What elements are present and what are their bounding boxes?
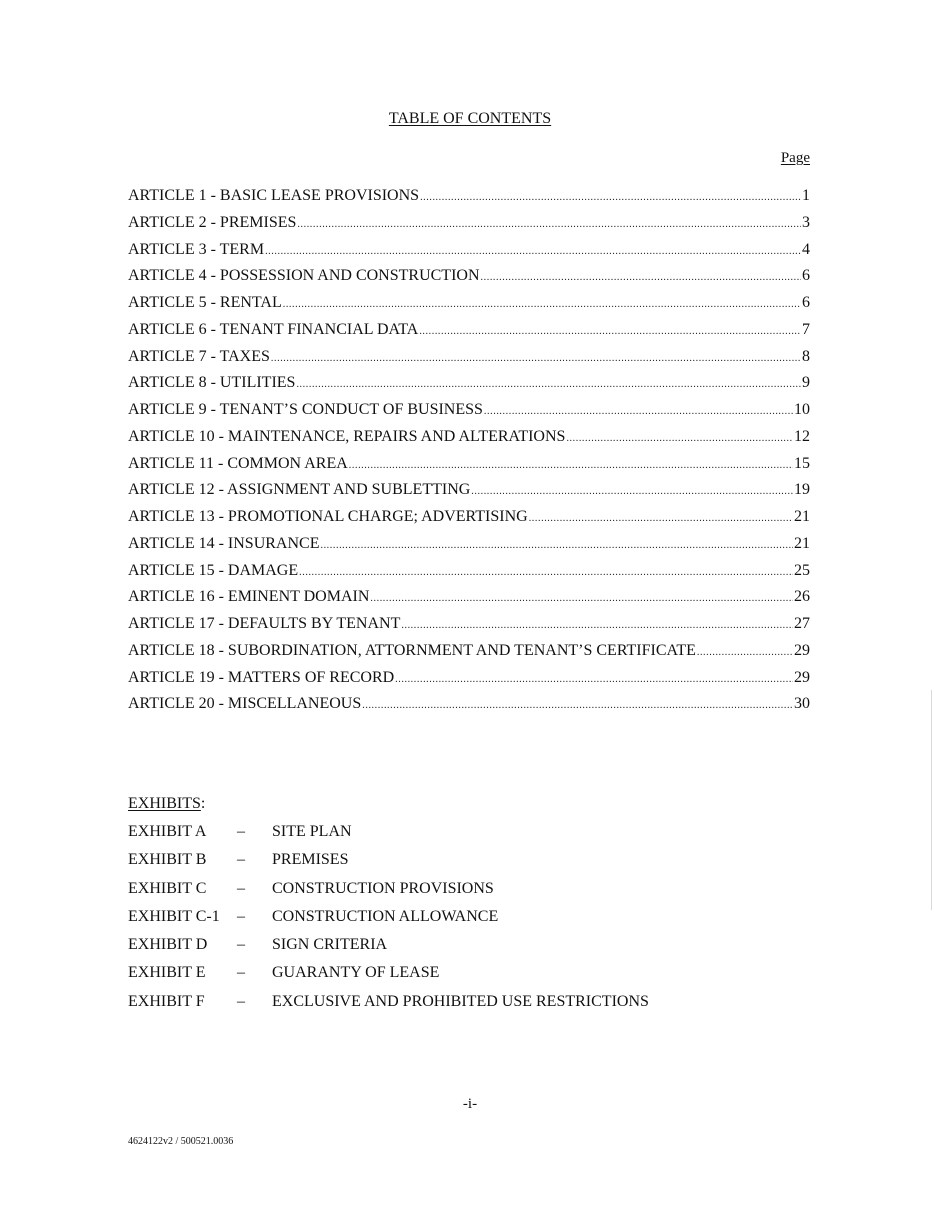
exhibits-heading-colon: :: [200, 795, 206, 812]
toc-entry-page: 29: [794, 668, 810, 686]
toc-entry: [128, 642, 810, 669]
exhibit-id: EXHIBIT F: [128, 992, 205, 1010]
toc-entry-page: 3: [802, 213, 810, 231]
dot-leader: [529, 513, 793, 524]
toc-entry-page: 21: [794, 508, 810, 525]
exhibit-description: SIGN CRITERIA: [272, 936, 388, 954]
toc-entry-page: 6: [802, 294, 810, 311]
exhibit-description: PREMISES: [272, 851, 349, 869]
document-id: 4624122v2 / 500521.0036: [128, 1136, 234, 1147]
exhibit-dash: –: [237, 879, 245, 897]
exhibit-description: EXCLUSIVE AND PROHIBITED USE RESTRICTIONS: [272, 992, 649, 1010]
dot-leader: [697, 647, 793, 658]
toc-entry-page: 1: [802, 187, 810, 204]
toc-entry: [128, 214, 810, 241]
toc-entry-label: ARTICLE 9 - TENANT’S CONDUCT OF BUSINESS: [128, 401, 483, 418]
toc-entry-label: ARTICLE 10 - MAINTENANCE, REPAIRS AND ALTERATIONS: [128, 427, 566, 445]
exhibit-id: EXHIBIT C-1: [128, 907, 220, 925]
toc-entry: [128, 187, 810, 214]
toc-entry-label: ARTICLE 1 - BASIC LEASE PROVISIONS: [128, 187, 420, 204]
toc-entry-label: ARTICLE 16 - EMINENT DOMAIN: [128, 588, 370, 606]
toc-entry: [128, 615, 810, 642]
toc-entry: [128, 374, 810, 401]
exhibit-dash: –: [237, 823, 245, 840]
exhibit-id: EXHIBIT D: [128, 936, 208, 954]
toc-entry-page: 29: [794, 641, 810, 659]
exhibit-list: [128, 823, 728, 1021]
exhibit-entry: [128, 964, 728, 992]
page-column-header: Page: [780, 150, 810, 166]
exhibit-description: CONSTRUCTION ALLOWANCE: [272, 907, 499, 925]
toc-entry: [128, 508, 810, 535]
toc-entry: [128, 535, 810, 562]
dot-leader: [395, 674, 793, 685]
exhibit-dash: –: [237, 992, 245, 1010]
exhibit-id: EXHIBIT A: [128, 823, 207, 840]
toc-entry-label: ARTICLE 20 - MISCELLANEOUS: [128, 695, 362, 713]
toc-entry-page: 25: [794, 561, 810, 579]
dot-leader: [370, 593, 793, 604]
dot-leader: [296, 379, 801, 390]
toc-entry-page: 19: [794, 481, 810, 499]
dot-leader: [297, 219, 801, 230]
exhibit-description: CONSTRUCTION PROVISIONS: [272, 879, 494, 897]
exhibit-description: SITE PLAN: [272, 823, 352, 840]
toc-entry-label: ARTICLE 15 - DAMAGE: [128, 561, 299, 579]
toc-list: [128, 187, 810, 722]
toc-entry: [128, 348, 810, 375]
toc-entry-page: 26: [794, 588, 810, 606]
toc-entry: [128, 294, 810, 321]
dot-leader: [320, 540, 793, 551]
toc-entry-label: ARTICLE 4 - POSSESSION AND CONSTRUCTION: [128, 267, 480, 285]
toc-entry-page: 30: [794, 695, 810, 713]
exhibit-dash: –: [237, 851, 245, 869]
exhibit-entry: [128, 851, 728, 879]
dot-leader: [419, 326, 801, 337]
exhibit-dash: –: [237, 907, 245, 925]
exhibit-dash: –: [237, 936, 245, 954]
dot-leader: [484, 406, 793, 417]
toc-entry-page: 21: [794, 534, 810, 552]
dot-leader: [420, 192, 801, 203]
toc-entry: [128, 562, 810, 589]
dot-leader: [471, 486, 793, 497]
toc-title: TABLE OF CONTENTS: [388, 110, 552, 127]
toc-entry-label: ARTICLE 13 - PROMOTIONAL CHARGE; ADVERTISING: [128, 508, 528, 525]
toc-entry: [128, 669, 810, 696]
page-folio: -i-: [462, 1096, 478, 1112]
toc-entry: [128, 401, 810, 428]
exhibit-entry: [128, 993, 728, 1021]
toc-entry-page: 6: [802, 267, 810, 285]
toc-entry: [128, 321, 810, 348]
dot-leader: [401, 620, 793, 631]
toc-entry-page: 7: [802, 320, 810, 338]
toc-entry-page: 15: [794, 454, 810, 472]
dot-leader: [481, 272, 801, 283]
exhibit-entry: [128, 823, 728, 851]
toc-entry-label: ARTICLE 5 - RENTAL: [128, 294, 282, 311]
toc-entry-label: ARTICLE 12 - ASSIGNMENT AND SUBLETTING: [128, 481, 471, 499]
toc-entry: [128, 241, 810, 268]
toc-entry-page: 9: [802, 374, 810, 392]
exhibits-heading-label: EXHIBITS: [128, 795, 201, 812]
scan-margin-line: [931, 690, 932, 910]
exhibit-id: EXHIBIT C: [128, 879, 207, 897]
toc-entry-page: 10: [794, 401, 810, 418]
toc-entry: [128, 428, 810, 455]
dot-leader: [265, 246, 801, 257]
dot-leader: [299, 567, 793, 578]
toc-entry: [128, 455, 810, 482]
exhibit-entry: [128, 936, 728, 964]
dot-leader: [362, 700, 793, 711]
toc-entry-page: 8: [802, 347, 810, 365]
toc-entry-label: ARTICLE 17 - DEFAULTS BY TENANT: [128, 615, 401, 632]
toc-entry-label: ARTICLE 18 - SUBORDINATION, ATTORNMENT AND TENANT’S CERTIFICATE: [128, 641, 696, 659]
toc-entry-page: 27: [794, 615, 810, 632]
dot-leader: [283, 299, 801, 310]
toc-entry: [128, 267, 810, 294]
toc-entry-label: ARTICLE 11 - COMMON AREA: [128, 454, 348, 472]
dot-leader: [349, 460, 793, 471]
toc-entry: [128, 481, 810, 508]
exhibit-entry: [128, 908, 728, 936]
toc-entry: [128, 588, 810, 615]
exhibits-heading: [128, 795, 205, 813]
toc-entry-label: ARTICLE 6 - TENANT FINANCIAL DATA: [128, 320, 419, 338]
toc-entry-label: ARTICLE 7 - TAXES: [128, 347, 270, 365]
dot-leader: [271, 353, 801, 364]
toc-entry-page: 12: [794, 427, 810, 445]
toc-entry-page: 4: [802, 240, 810, 258]
exhibit-entry: [128, 880, 728, 908]
exhibit-id: EXHIBIT B: [128, 851, 207, 869]
exhibit-id: EXHIBIT E: [128, 964, 206, 982]
exhibit-dash: –: [237, 964, 245, 982]
toc-entry-label: ARTICLE 19 - MATTERS OF RECORD: [128, 668, 395, 686]
toc-entry-label: ARTICLE 3 - TERM: [128, 240, 265, 258]
toc-entry-label: ARTICLE 2 - PREMISES: [128, 213, 297, 231]
exhibit-description: GUARANTY OF LEASE: [272, 964, 440, 982]
dot-leader: [566, 433, 793, 444]
toc-entry-label: ARTICLE 8 - UTILITIES: [128, 374, 296, 392]
toc-entry: [128, 695, 810, 722]
toc-entry-label: ARTICLE 14 - INSURANCE: [128, 534, 320, 552]
